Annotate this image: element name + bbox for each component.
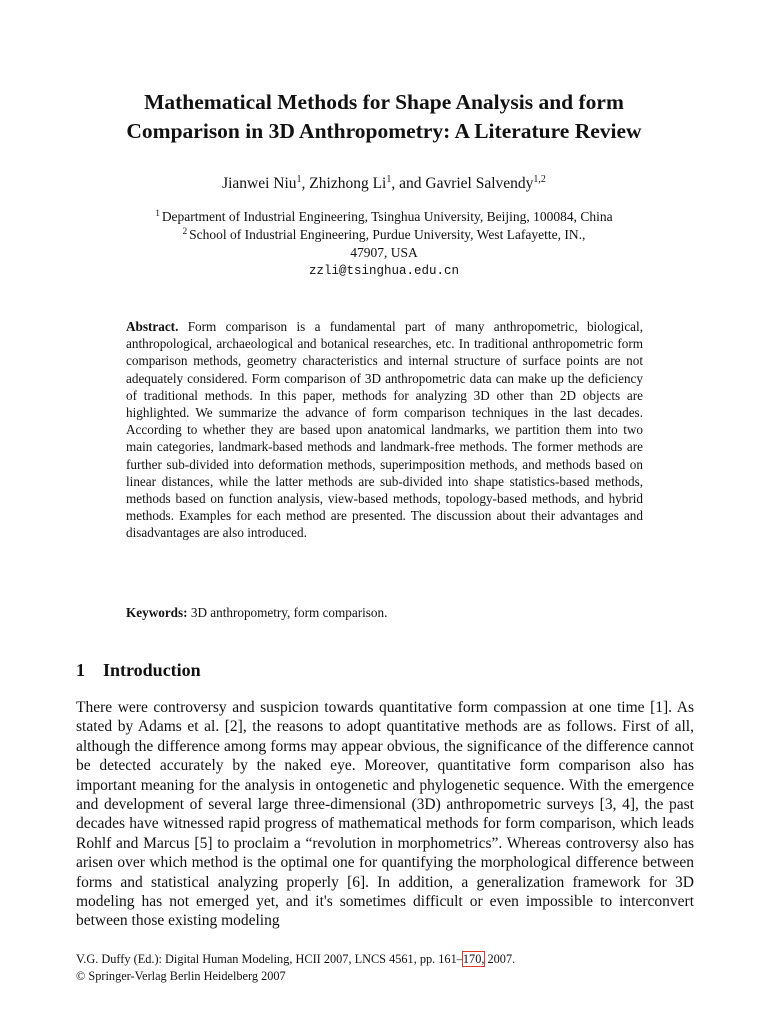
keywords (126, 604, 643, 622)
affiliation-mark: 2 (182, 226, 188, 236)
affiliation-text: School of Industrial Engineering, Purdue University, West Lafayette, IN., (189, 227, 586, 242)
author-list (60, 173, 708, 195)
body-paragraph: There were controversy and suspicion towards quantitative form compassion at one time [1]. As stated by Adams et al. [2], the reasons to adopt quantitative methods are as follows. First of all, although the difference among forms may appear obvious, the significance of the difference cannot be detected accurately by the naked eye. Moreover, quantitative form comparison also has important meaning for the analysis in ontogenetic and phylogenetic sequence. With the emergence and development of several large three-dimensional (3D) anthropometric surveys [3, 4], the past decades have witnessed rapid progress of mathematical methods for form comparison, which leads Rohlf and Marcus [5] to proclaim a “revolution in morphometrics”. Whereas controversy also has arisen over which method is the optimal one for quantifying the morphological difference between forms and statistical analyzing properly [6]. In addition, a generalization framework for 3D modeling has not emerged yet, and it's sometimes difficult or even impossible to interconvert between those existing modeling (76, 699, 694, 930)
section-number: 1 (76, 660, 85, 680)
title-line-2: Comparison in 3D Anthropometry: A Literature Review (126, 119, 642, 143)
author-name: Jianwei Niu (222, 175, 297, 192)
author-affil-mark: 1 (296, 174, 302, 185)
author-name: Gavriel Salvendy (425, 175, 534, 192)
author-affil-mark: 1,2 (533, 174, 546, 185)
section-heading (76, 658, 676, 682)
paper-title (60, 88, 708, 146)
affiliation-text: Department of Industrial Engineering, Tsinghua University, Beijing, 100084, China (161, 209, 613, 224)
author-affil-mark: 1 (386, 174, 392, 185)
abstract-text: Form comparison is a fundamental part of many anthropometric, biological, anthropological, archaeological and botanical researches, etc. In traditional anthropometric form comparison methods, geometry characteristics and internal structure of surface points are not adequately considered. Form comparison of 3D anthropometric data can make up the deficiency of traditional methods. In this paper, methods for analyzing 3D other than 2D objects are highlighted. We summarize the advance of form comparison techniques in the last decades. According to whether they are based upon anatomical landmarks, we partition them into two main categories, landmark-based methods and landmark-free methods. The former methods are further sub-divided into deformation methods, superimposition methods, and methods based on linear distances, while the latter methods are sub-divided into shape statistics-based methods, methods based on function analysis, view-based methods, topology-based methods, and hybrid methods. Examples for each method are presented. The discussion about their advantages and disadvantages are also introduced. (126, 319, 643, 541)
copyright-line: © Springer-Verlag Berlin Heidelberg 2007 (76, 969, 286, 983)
author-name: Zhizhong Li (309, 175, 387, 192)
abstract (126, 318, 643, 542)
contact-email[interactable]: zzli@tsinghua.edu.cn (308, 264, 460, 278)
affiliation-2-cont: 47907, USA (350, 245, 418, 260)
citation-text: V.G. Duffy (Ed.): Digital Human Modeling, HCII 2007, LNCS 4561, pp. 161– (76, 952, 463, 966)
author-separator: , and (391, 175, 426, 192)
keywords-label: Keywords: (126, 605, 188, 620)
page-range-link[interactable]: 170, (462, 952, 485, 966)
affiliation-1 (80, 208, 688, 226)
page-footer (76, 951, 694, 985)
title-line-1: Mathematical Methods for Shape Analysis and form (144, 90, 624, 114)
affiliation-mark: 1 (155, 208, 160, 218)
keywords-text: 3D anthropometry, form comparison. (190, 605, 388, 620)
abstract-label: Abstract. (126, 319, 179, 334)
author-separator: , (301, 175, 310, 192)
affiliations (80, 208, 688, 280)
citation-line (76, 951, 694, 968)
affiliation-2 (80, 226, 688, 244)
citation-year: 2007. (484, 952, 516, 966)
section-title: Introduction (103, 660, 201, 680)
